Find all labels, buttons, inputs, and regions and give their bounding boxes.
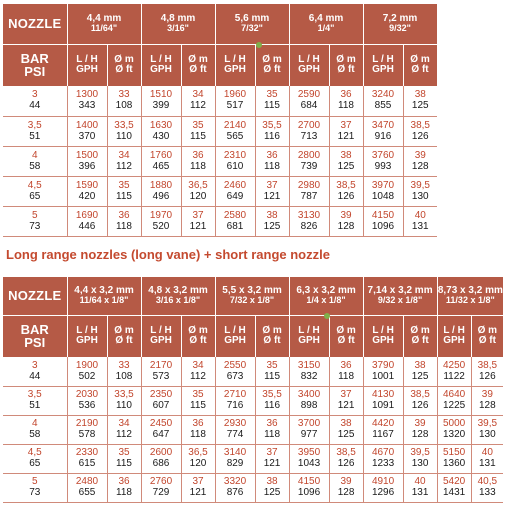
pressure-cell: 3 44 <box>3 357 67 386</box>
diameter-cell: 38,5 126 <box>329 176 363 206</box>
flow-cell: 4250 1122 <box>437 357 471 386</box>
diameter-header: Ø m Ø ft <box>255 315 289 357</box>
nozzle-table-long-range <box>3 277 503 503</box>
diameter-cell: 38 125 <box>329 415 363 444</box>
diameter-cell: 39,5 130 <box>403 176 437 206</box>
flow-cell: 2170 573 <box>141 357 181 386</box>
flow-cell: 4150 1096 <box>289 473 329 502</box>
diameter-cell: 36 118 <box>329 357 363 386</box>
flow-cell: 5000 1320 <box>437 415 471 444</box>
pressure-cell: 5 73 <box>3 473 67 502</box>
bar-psi-header: BAR PSI <box>3 315 67 357</box>
table-row <box>3 444 503 473</box>
diameter-cell: 37 121 <box>255 176 289 206</box>
flow-cell: 1630 430 <box>141 116 181 146</box>
flow-cell: 1880 496 <box>141 176 181 206</box>
table-row <box>3 386 503 415</box>
flow-cell: 3950 1043 <box>289 444 329 473</box>
pressure-cell: 4,5 65 <box>3 176 67 206</box>
flow-header: L / H GPH <box>363 315 403 357</box>
diameter-header: Ø m Ø ft <box>329 315 363 357</box>
flow-cell: 1510 399 <box>141 86 181 116</box>
diameter-header: Ø m Ø ft <box>471 315 503 357</box>
diameter-cell: 37 121 <box>181 206 215 236</box>
pressure-cell: 4 58 <box>3 415 67 444</box>
flow-cell: 3400 898 <box>289 386 329 415</box>
diameter-cell: 33 108 <box>107 357 141 386</box>
diameter-cell: 39 128 <box>329 206 363 236</box>
nozzle-size-header: 4,4 mm 11/64" <box>67 4 141 44</box>
table-row <box>3 357 503 386</box>
diameter-cell: 38,5 126 <box>471 357 503 386</box>
table-row <box>3 116 503 146</box>
pressure-cell: 3 44 <box>3 86 67 116</box>
diameter-header: Ø m Ø ft <box>181 44 215 86</box>
nozzle-size-header: 6,4 mm 1/4" <box>289 4 363 44</box>
flow-cell: 2330 615 <box>67 444 107 473</box>
diameter-cell: 34 112 <box>107 146 141 176</box>
diameter-cell: 40 131 <box>471 444 503 473</box>
nozzle-header: NOZZLE <box>3 4 67 44</box>
nozzle-size-header: 4,8 mm 3/16" <box>141 4 215 44</box>
diameter-cell: 36 118 <box>107 473 141 502</box>
pressure-cell: 4,5 65 <box>3 444 67 473</box>
diameter-header: Ø m Ø ft <box>107 315 141 357</box>
diameter-header: Ø m Ø ft <box>255 44 289 86</box>
flow-header: L / H GPH <box>289 315 329 357</box>
nozzle-size-header: 4,8 x 3,2 mm 3/16 x 1/8" <box>141 277 215 315</box>
diameter-cell: 33 108 <box>107 86 141 116</box>
flow-cell: 4130 1091 <box>363 386 403 415</box>
flow-cell: 2930 774 <box>215 415 255 444</box>
flow-cell: 3970 1048 <box>363 176 403 206</box>
flow-cell: 1760 465 <box>141 146 181 176</box>
flow-cell: 4420 1167 <box>363 415 403 444</box>
flow-cell: 2460 649 <box>215 176 255 206</box>
flow-cell: 2190 578 <box>67 415 107 444</box>
diameter-cell: 37 121 <box>329 386 363 415</box>
table-row <box>3 473 503 502</box>
flow-cell: 4910 1296 <box>363 473 403 502</box>
flow-cell: 4640 1225 <box>437 386 471 415</box>
diameter-cell: 38,5 126 <box>329 444 363 473</box>
table-row <box>3 146 503 176</box>
diameter-cell: 39 128 <box>329 473 363 502</box>
diameter-cell: 36 118 <box>329 86 363 116</box>
pressure-cell: 4 58 <box>3 146 67 176</box>
flow-cell: 2700 713 <box>289 116 329 146</box>
diameter-cell: 36,5 120 <box>181 444 215 473</box>
flow-cell: 3150 832 <box>289 357 329 386</box>
flow-cell: 2710 716 <box>215 386 255 415</box>
diameter-header: Ø m Ø ft <box>107 44 141 86</box>
nozzle-size-header: 4,4 x 3,2 mm 11/64 x 1/8" <box>67 277 141 315</box>
flow-cell: 1300 343 <box>67 86 107 116</box>
diameter-cell: 35,5 116 <box>255 386 289 415</box>
nozzle-size-header: 5,5 x 3,2 mm 7/32 x 1/8" <box>215 277 289 315</box>
table-row <box>3 415 503 444</box>
flow-cell: 2450 647 <box>141 415 181 444</box>
flow-cell: 4150 1096 <box>363 206 403 236</box>
diameter-cell: 40 131 <box>403 206 437 236</box>
flow-cell: 3130 826 <box>289 206 329 236</box>
section-title: Long range nozzles (long vane) + short range nozzle <box>6 247 330 262</box>
diameter-cell: 35 115 <box>255 357 289 386</box>
flow-cell: 4670 1233 <box>363 444 403 473</box>
flow-header: L / H GPH <box>141 44 181 86</box>
nozzle-size-header: 7,14 x 3,2 mm 9/32 x 1/8" <box>363 277 437 315</box>
flow-header: L / H GPH <box>363 44 403 86</box>
flow-cell: 2030 536 <box>67 386 107 415</box>
diameter-header: Ø m Ø ft <box>403 44 437 86</box>
diameter-cell: 39,5 130 <box>471 415 503 444</box>
flow-header: L / H GPH <box>437 315 471 357</box>
flow-cell: 1400 370 <box>67 116 107 146</box>
flow-cell: 1960 517 <box>215 86 255 116</box>
diameter-cell: 34 112 <box>181 357 215 386</box>
diameter-cell: 36,5 120 <box>181 176 215 206</box>
diameter-cell: 36 118 <box>255 146 289 176</box>
flow-header: L / H GPH <box>215 315 255 357</box>
diameter-cell: 39 128 <box>471 386 503 415</box>
diameter-header: Ø m Ø ft <box>181 315 215 357</box>
flow-header: L / H GPH <box>215 44 255 86</box>
diameter-cell: 38,5 126 <box>403 116 437 146</box>
diameter-header: Ø m Ø ft <box>329 44 363 86</box>
diameter-cell: 37 121 <box>255 444 289 473</box>
diameter-cell: 38 125 <box>255 206 289 236</box>
diameter-cell: 36 118 <box>107 206 141 236</box>
diameter-cell: 34 112 <box>181 86 215 116</box>
bar-psi-header: BAR PSI <box>3 44 67 86</box>
nozzle-marker-icon <box>256 42 262 48</box>
flow-cell: 2140 565 <box>215 116 255 146</box>
diameter-cell: 35 115 <box>107 444 141 473</box>
flow-cell: 5150 1360 <box>437 444 471 473</box>
flow-cell: 2800 739 <box>289 146 329 176</box>
flow-header: L / H GPH <box>141 315 181 357</box>
diameter-cell: 39,5 130 <box>403 444 437 473</box>
flow-cell: 2980 787 <box>289 176 329 206</box>
diameter-cell: 39 128 <box>403 415 437 444</box>
nozzle-table-standard <box>3 4 503 237</box>
diameter-cell: 33,5 110 <box>107 116 141 146</box>
flow-cell: 3790 1001 <box>363 357 403 386</box>
diameter-cell: 36 118 <box>181 146 215 176</box>
nozzle-size-header: 7,2 mm 9/32" <box>363 4 437 44</box>
pressure-cell: 5 73 <box>3 206 67 236</box>
pressure-cell: 3,5 51 <box>3 116 67 146</box>
flow-cell: 1970 520 <box>141 206 181 236</box>
table-row <box>3 176 503 206</box>
flow-cell: 3700 977 <box>289 415 329 444</box>
flow-header: L / H GPH <box>67 315 107 357</box>
diameter-cell: 34 112 <box>107 415 141 444</box>
table-row <box>3 86 503 116</box>
diameter-cell: 40,5 133 <box>471 473 503 502</box>
diameter-cell: 35,5 116 <box>255 116 289 146</box>
nozzle-size-header: 6,3 x 3,2 mm 1/4 x 1/8" <box>289 277 363 315</box>
nozzle-size-header: 8,73 x 3,2 mm 11/32 x 1/8" <box>437 277 503 315</box>
flow-header: L / H GPH <box>67 44 107 86</box>
diameter-cell: 37 121 <box>181 473 215 502</box>
flow-cell: 3240 855 <box>363 86 403 116</box>
diameter-cell: 36 118 <box>181 415 215 444</box>
flow-cell: 1690 446 <box>67 206 107 236</box>
flow-cell: 3760 993 <box>363 146 403 176</box>
flow-cell: 2350 607 <box>141 386 181 415</box>
flow-header: L / H GPH <box>289 44 329 86</box>
diameter-cell: 36 118 <box>255 415 289 444</box>
flow-cell: 1590 420 <box>67 176 107 206</box>
flow-cell: 5420 1431 <box>437 473 471 502</box>
diameter-cell: 37 121 <box>329 116 363 146</box>
pressure-cell: 3,5 51 <box>3 386 67 415</box>
diameter-cell: 38 125 <box>255 473 289 502</box>
flow-cell: 1500 396 <box>67 146 107 176</box>
diameter-cell: 38,5 126 <box>403 386 437 415</box>
diameter-cell: 38 125 <box>403 86 437 116</box>
flow-cell: 2310 610 <box>215 146 255 176</box>
flow-cell: 2600 686 <box>141 444 181 473</box>
flow-cell: 2580 681 <box>215 206 255 236</box>
diameter-cell: 38 125 <box>329 146 363 176</box>
flow-cell: 1900 502 <box>67 357 107 386</box>
flow-cell: 2590 684 <box>289 86 329 116</box>
flow-cell: 3140 829 <box>215 444 255 473</box>
diameter-cell: 35 115 <box>181 386 215 415</box>
nozzle-header: NOZZLE <box>3 277 67 315</box>
diameter-cell: 39 128 <box>403 146 437 176</box>
diameter-cell: 40 131 <box>403 473 437 502</box>
diameter-cell: 35 115 <box>255 86 289 116</box>
table-row <box>3 206 503 236</box>
nozzle-size-header: 5,6 mm 7/32" <box>215 4 289 44</box>
nozzle-marker-icon <box>324 313 330 319</box>
diameter-cell: 35 115 <box>181 116 215 146</box>
flow-cell: 3320 876 <box>215 473 255 502</box>
flow-cell: 2480 655 <box>67 473 107 502</box>
diameter-cell: 33,5 110 <box>107 386 141 415</box>
flow-cell: 2760 729 <box>141 473 181 502</box>
diameter-cell: 38 125 <box>403 357 437 386</box>
flow-cell: 2550 673 <box>215 357 255 386</box>
diameter-cell: 35 115 <box>107 176 141 206</box>
diameter-header: Ø m Ø ft <box>403 315 437 357</box>
flow-cell: 3470 916 <box>363 116 403 146</box>
